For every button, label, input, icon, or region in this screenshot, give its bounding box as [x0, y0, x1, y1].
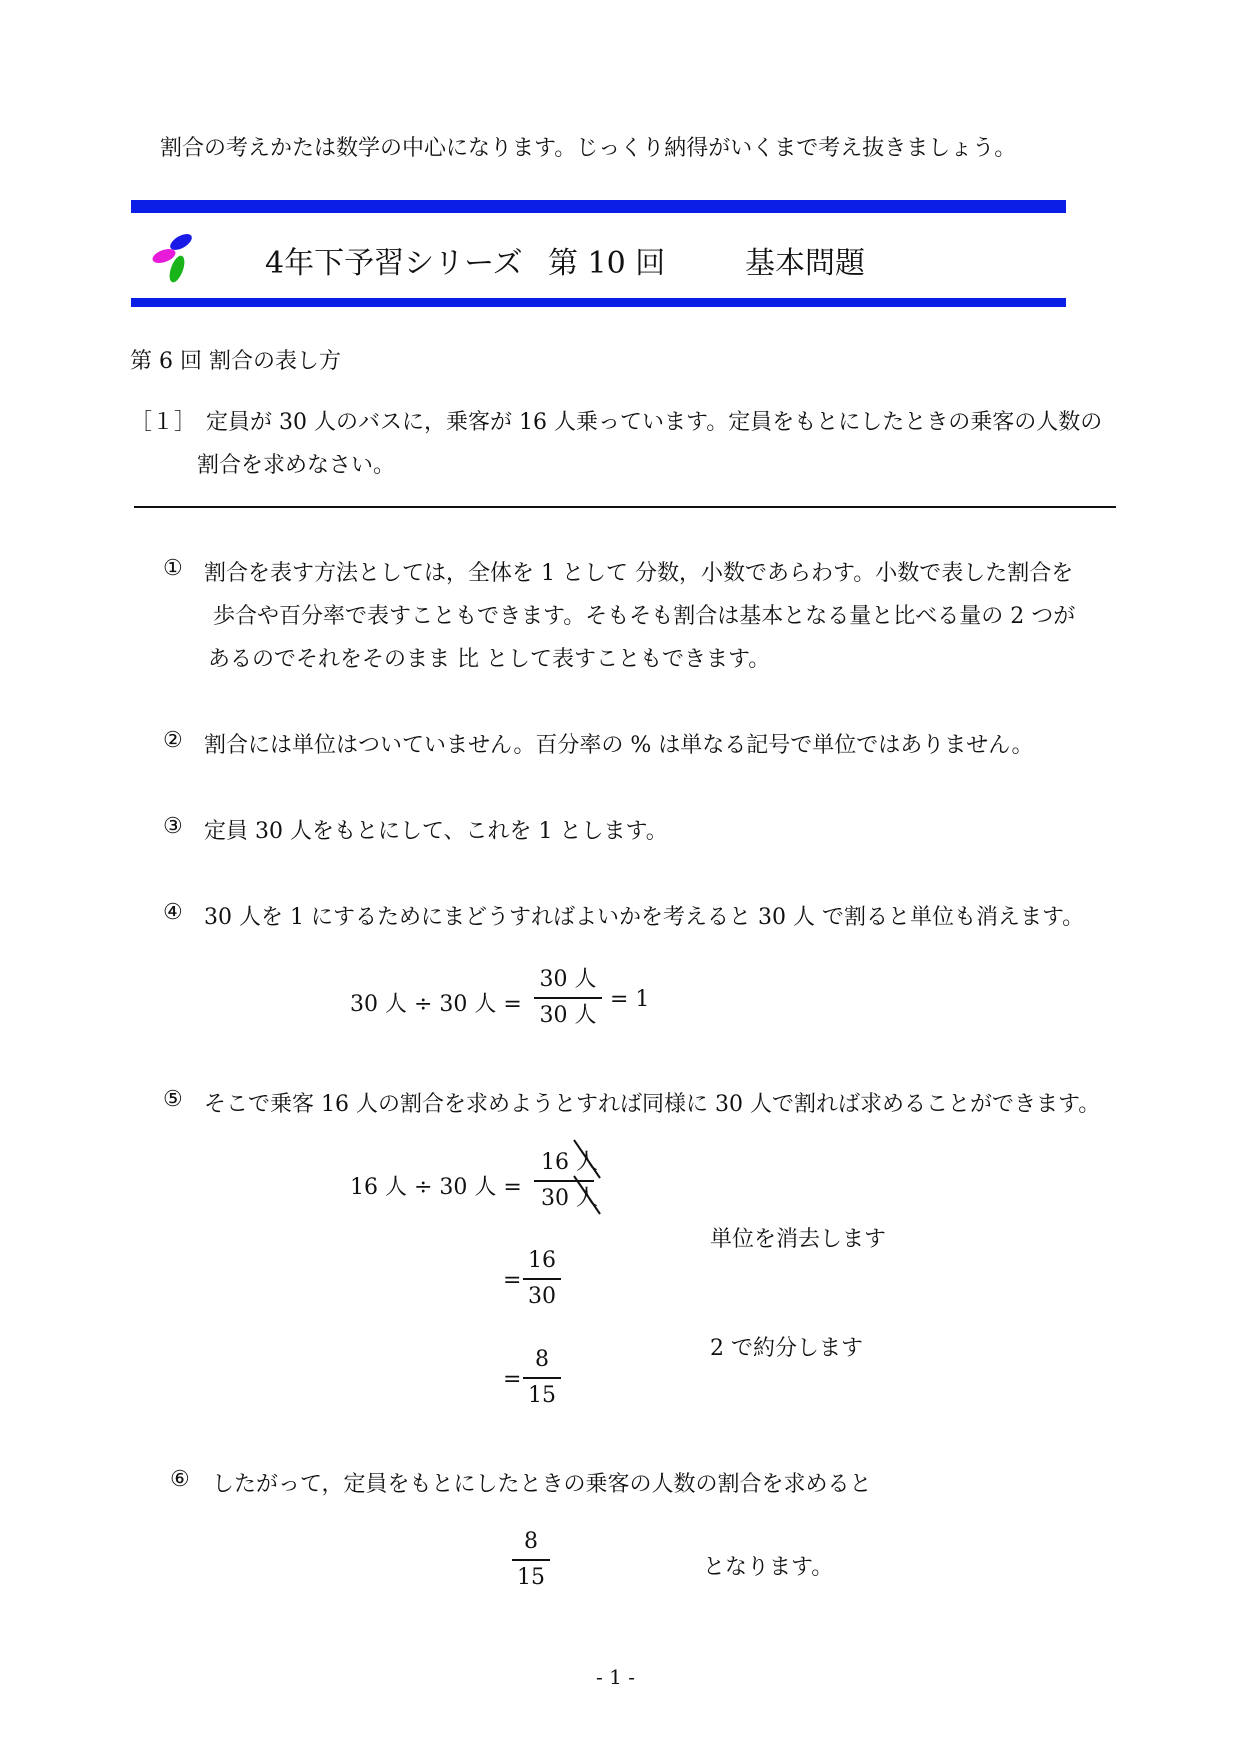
step-6-mark: ⑥ [170, 1467, 190, 1492]
header-bottom-rule [131, 298, 1066, 307]
step-1-line-2: 歩合や百分率で表すこともできます。そもそも割合は基本となる量と比べる量の 2 つが [213, 604, 1076, 629]
eq1-denominator: 30 人 [539, 1003, 597, 1028]
step-3-mark: ③ [163, 814, 183, 839]
cancelled-unit-bottom-text: 人 [576, 1186, 599, 1211]
eq2-fraction-1 [534, 1148, 608, 1214]
step-6-text: したがって，定員をもとにしたときの乗客の人数の割合を求めると [212, 1472, 872, 1497]
eq2-numerator-2: 16 [528, 1248, 556, 1273]
step-1-line-1: 割合を表す方法としては，全体を 1 として 分数，小数であらわす。小数で表した割合を [204, 561, 1074, 586]
step-4-mark: ④ [163, 900, 183, 925]
eq2-denominator-1: 30 [541, 1186, 569, 1211]
answer-suffix: となります。 [703, 1555, 834, 1580]
eq2-note-cancel-unit: 単位を消去します [710, 1227, 887, 1252]
step-1-line-3: あるのでそれをそのまま 比 として表すこともできます。 [208, 647, 771, 672]
header-lesson: 第 10 回 [548, 246, 666, 281]
problem-number: ［１］ [130, 410, 197, 435]
eq2-lhs: 16 人 ÷ 30 人 = [350, 1175, 522, 1200]
problem-line-2: 割合を求めなさい。 [197, 453, 396, 478]
eq2-fraction-2 [523, 1246, 561, 1312]
intro-text: 割合の考えかたは数学の中心になります。じっくり納得がいくまで考え抜きましょう。 [160, 136, 1017, 161]
eq2-note-reduce: 2 で約分します [710, 1336, 863, 1361]
eq2-denominator-3: 15 [528, 1383, 556, 1408]
page-number: - 1 - [596, 1665, 635, 1689]
eq1-rhs: = 1 [610, 987, 650, 1012]
eq2-equals-2: = [503, 1367, 522, 1392]
step-4-text: 30 人を 1 にするためにまどうすればよいかを考えると 30 人 で割ると単位も消えます。 [204, 905, 1085, 930]
step-1-mark: ① [163, 556, 183, 581]
eq1-numerator: 30 人 [539, 967, 597, 992]
header-logo [148, 226, 206, 288]
cancelled-unit-top-text: 人 [576, 1150, 599, 1175]
answer-numerator: 8 [524, 1529, 538, 1554]
eq2-equals-1: = [503, 1268, 522, 1293]
header-kind: 基本問題 [745, 246, 865, 281]
fraction-bar [523, 1278, 561, 1280]
section-heading: 第 6 回 割合の表し方 [130, 349, 341, 374]
cancelled-unit-bottom [576, 1184, 598, 1214]
header-title: 4年下予習シリーズ [265, 246, 523, 281]
header-top-rule [131, 200, 1066, 213]
eq2-fraction-3 [523, 1345, 561, 1411]
answer-denominator: 15 [517, 1565, 545, 1590]
step-2-text: 割合には単位はついていません。百分率の % は単なる記号で単位ではありません。 [204, 733, 1034, 758]
eq2-denominator-1-row [534, 1184, 608, 1214]
eq2-numerator-1: 16 [541, 1150, 569, 1175]
step-5-text: そこで乗客 16 人の割合を求めようとすれば同様に 30 人で割れば求めることができます。 [204, 1092, 1101, 1117]
fraction-bar [523, 1377, 561, 1379]
step-3-text: 定員 30 人をもとにして、これを 1 とします。 [204, 819, 668, 844]
answer-fraction [512, 1527, 550, 1593]
eq2-denominator-2: 30 [528, 1284, 556, 1309]
problem-divider [134, 506, 1116, 508]
eq1-lhs: 30 人 ÷ 30 人 = [350, 992, 522, 1017]
step-2-mark: ② [163, 728, 183, 753]
eq1-fraction [534, 965, 602, 1031]
eq2-numerator-3: 8 [535, 1347, 549, 1372]
step-5-mark: ⑤ [163, 1087, 183, 1112]
fraction-bar [512, 1559, 550, 1561]
problem-line-1: 定員が 30 人のバスに，乗客が 16 人乗っています。定員をもとにしたときの乗客の人数の [206, 410, 1103, 435]
cancel-slash-icon [570, 1174, 604, 1218]
fraction-bar [534, 997, 602, 999]
